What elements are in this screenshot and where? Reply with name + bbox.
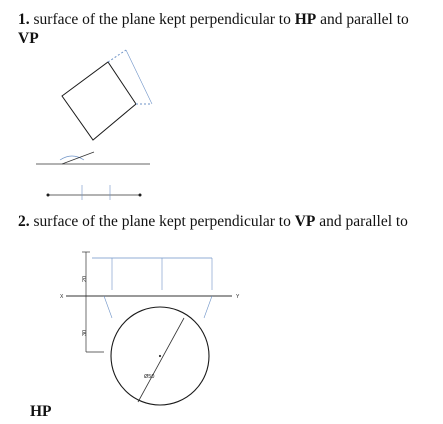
question-1-hp: HP: [294, 11, 317, 28]
question-2: [18, 212, 438, 231]
figure-1: [36, 50, 152, 200]
figure-1-projector-top: [108, 50, 126, 62]
figure-1-point-b: [139, 194, 141, 196]
figure-2-diameter-label: Ø50: [144, 374, 155, 380]
question-2-vp: VP: [294, 213, 316, 230]
question-1-vp: VP: [18, 30, 39, 47]
figure-1-point-a: [47, 194, 49, 196]
question-2-hp: HP: [30, 403, 52, 420]
figure-2-dim-20: 20: [82, 275, 88, 282]
question-1-number: 1.: [18, 11, 30, 28]
figure-1-construction-line: [126, 50, 152, 104]
figure-2-y-label: Y: [236, 294, 240, 300]
question-2-text-a: surface of the plane kept perpendicular to: [33, 213, 291, 230]
question-1-text-b: and parallel to: [320, 11, 409, 28]
question-2-text-b: and parallel to: [319, 213, 408, 230]
figure-2-diameter-line: [138, 318, 184, 402]
question-2-number: 2.: [18, 213, 30, 230]
figure-1-angle-arc: [60, 156, 84, 160]
figure-1-edge-line: [62, 152, 94, 164]
figure-2-center-point: [159, 355, 161, 357]
figure-2-projector-b: [204, 296, 212, 318]
figure-2: [60, 252, 240, 405]
question-1-text-a: surface of the plane kept perpendicular to: [33, 11, 291, 28]
figure-2-x-label: X: [60, 294, 64, 300]
figure-2-projector-a: [104, 296, 112, 318]
figure-2-dim-30: 30: [82, 329, 88, 336]
figure-1-rotated-square: [62, 62, 136, 140]
